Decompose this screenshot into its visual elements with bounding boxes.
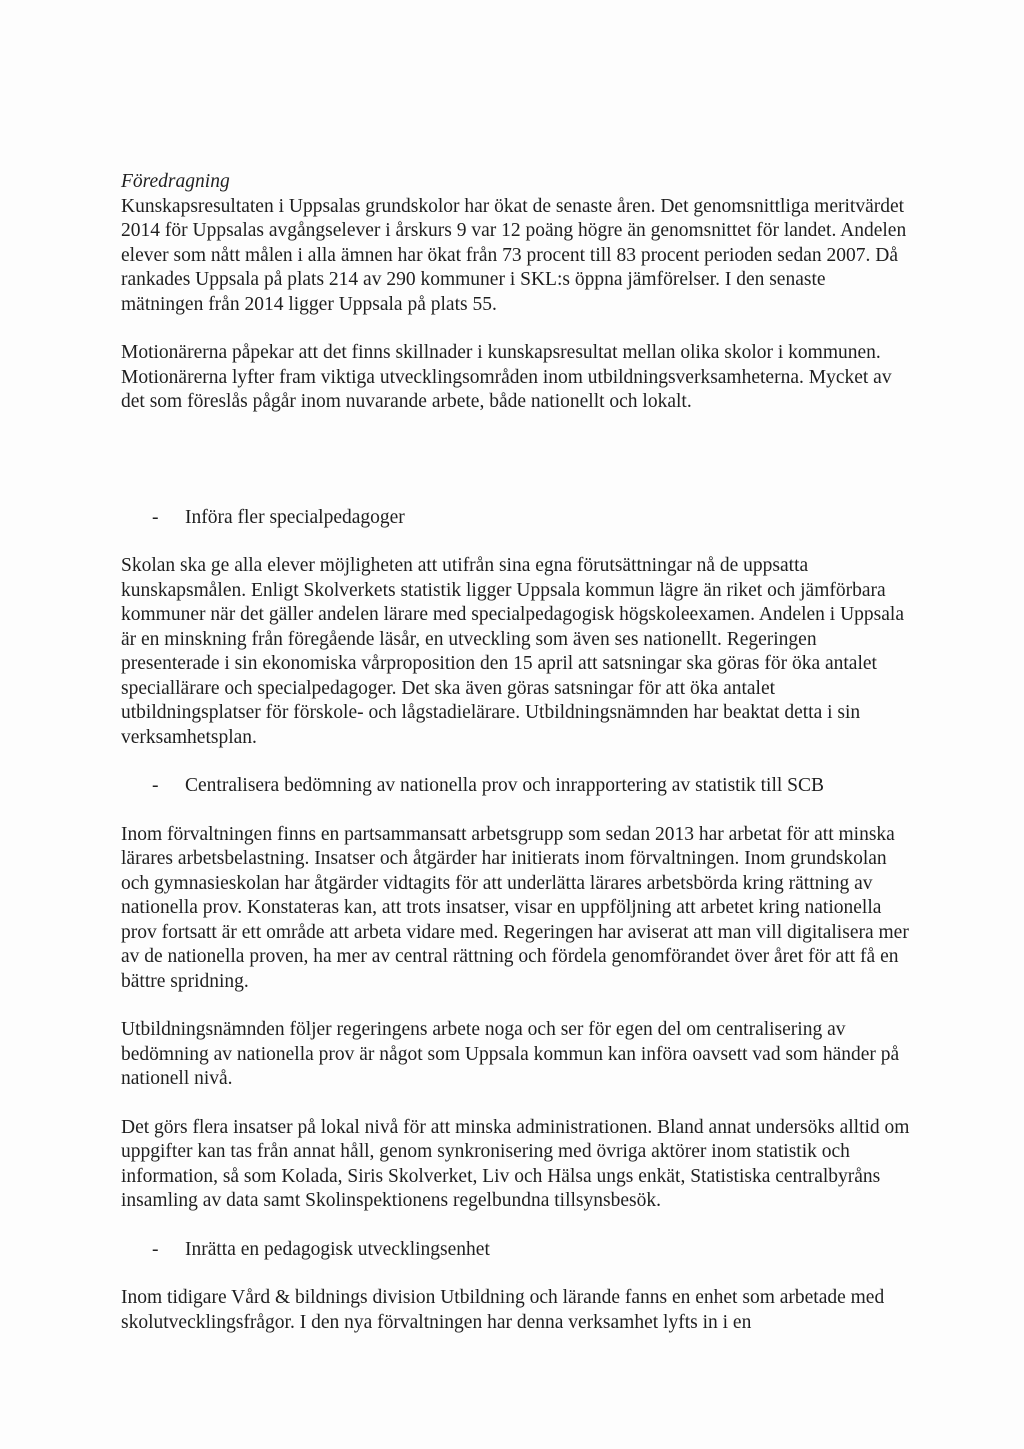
paragraph-lokal-niva: Det görs flera insatser på lokal nivå för att minska administrationen. Bland annat undersöks alltid om uppgifter kan tas från annat håll, genom synkronisering med övriga aktörer inom statistik och information, så som Kolada, Siris Skolverket, Liv och Hälsa ungs enkät, Statistiska centralbyråns insamling av data samt Skolinspektionens regelbundna tillsynsbesök.	[121, 1116, 910, 1211]
bullet-title: Införa fler specialpedagoger	[185, 506, 405, 528]
bullet-item-utvecklingsenhet	[152, 1238, 911, 1263]
paragraph-specialpedagoger: Skolan ska ge alla elever möjligheten att utifrån sina egna förutsättningar nå de uppsatta kunskapsmålen. Enligt Skolverkets statistik ligger Uppsala kommun lägre än riket och jämförbara kommuner när det gäller andelen lärare med specialpedagogisk högskoleexamen. Andelen i Uppsala är en minskning från föregående läsår, en utveckling som även ses nationellt. Regeringen presenterade i sin ekonomiska vårproposition den 15 april att satsningar ska göras för öka antalet speciallärare och specialpedagoger. Det ska även göras satsningar för att öka antalet utbildningsplatser för förskole- och lågstadielärare. Utbildningsnämnden har beaktat detta i sin verksamhetsplan.	[121, 555, 904, 748]
paragraph-arbetsgrupp: Inom förvaltningen finns en partsammansatt arbetsgrupp som sedan 2013 har arbetat för att minska lärares arbetsbelastning. Insatser och åtgärder har initierats inom förvaltningen. Inom grundskolan och gymnasieskolan har åtgärder vidtagits för att underlätta lärares arbetsbörda kring rättning av nationella prov. Konstateras kan, att trots insatser, visar en uppföljning att arbetet kring nationella prov fortsatt är ett område att arbeta vidare med. Regeringen har aviserat att man vill digitalisera mer av de nationella proven, ha mer av central rättning och fördela genomförandet över året för att få en bättre spridning.	[121, 823, 909, 992]
paragraph-utbildningsnamnden: Utbildningsnämnden följer regeringens arbete noga och ser för egen del om centralisering av bedömning av nationella prov är något som Uppsala kommun kan införa oavsett vad som händer på nationell nivå.	[121, 1019, 900, 1089]
paragraph-utvecklingsenhet: Inom tidigare Vård & bildnings division Utbildning och lärande fanns en enhet som arbetade med skolutvecklingsfrågor. I den nya förvaltningen har denna verksamhet lyfts in i en	[121, 1287, 885, 1333]
document-body	[121, 170, 911, 1359]
bullet-dash: -	[152, 506, 159, 528]
section-heading-foredragning: Föredragning	[121, 171, 230, 192]
paragraph-intro: Kunskapsresultaten i Uppsalas grundskolor har ökat de senaste åren. Det genomsnittliga meritvärdet 2014 för Uppsalas avgångselever i årskurs 9 var 12 poäng högre än genomsnittet för landet. Andelen elever som nått målen i alla ämnen har ökat från 73 procent till 83 procent perioden sedan 2007. Då rankades Uppsala på plats 214 av 290 kommuner i SKL:s öppna jämförelser. I den senaste mätningen från 2014 ligger Uppsala på plats 55.	[121, 195, 907, 315]
paragraph-motion: Motionärerna påpekar att det finns skillnader i kunskapsresultat mellan olika skolor i kommunen. Motionärerna lyfter fram viktiga utvecklingsområden inom utbildningsverksamheterna. Mycket av det som föreslås pågår inom nuvarande arbete, både nationellt och lokalt.	[121, 342, 892, 412]
bullet-dash: -	[152, 1238, 159, 1260]
bullet-item-centralisera	[152, 774, 911, 799]
bullet-dash: -	[152, 775, 159, 796]
bullet-title: Centralisera bedömning av nationella prov och inrapportering av statistik till SCB	[185, 775, 825, 796]
bullet-item-specialpedagoger	[152, 506, 911, 531]
bullet-title: Inrätta en pedagogisk utvecklingsenhet	[185, 1238, 490, 1260]
spacer	[121, 439, 911, 484]
